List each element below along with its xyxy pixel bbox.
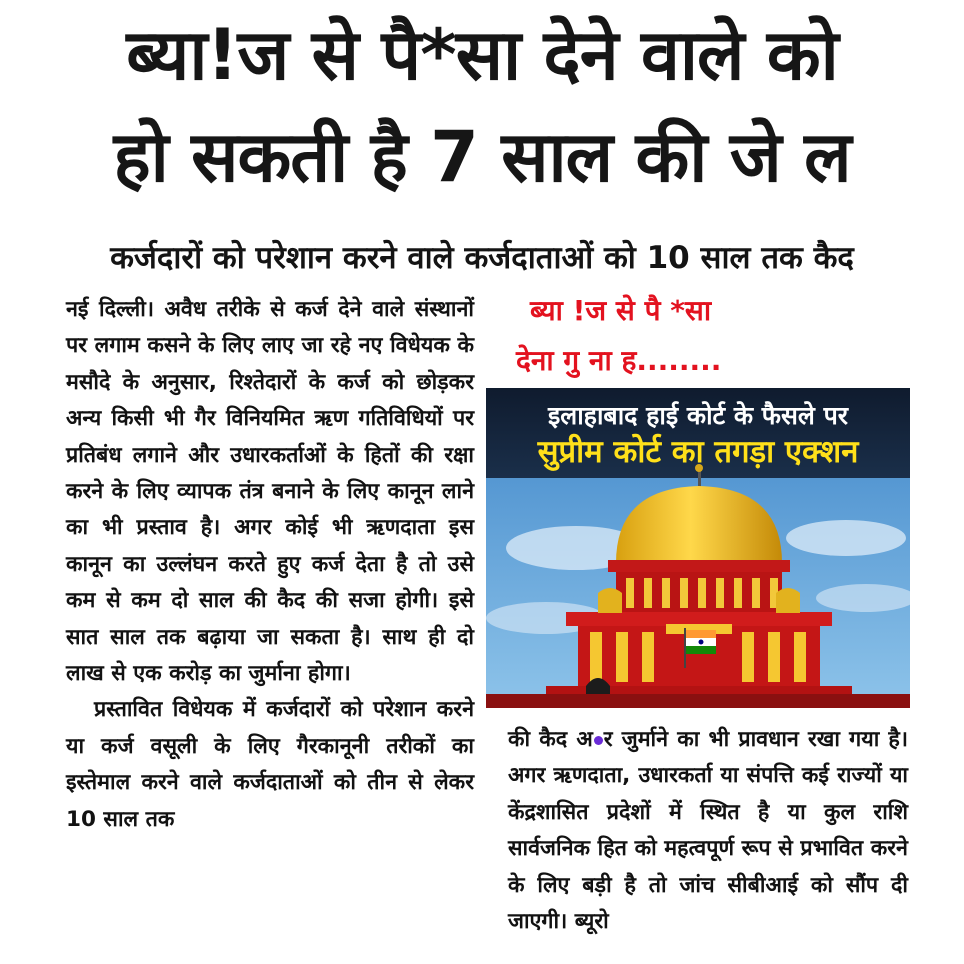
article-paragraph-1: नई दिल्ली। अवैध तरीके से कर्ज देने वाले संस्थानों पर लगाम कसने के लिए लाए जा रहे नए विधेयक के मसौदे के अनुसार, रिश्तेदारों के कर्ज को छोड़कर अन्य किसी भी गैर विनियमित ऋण गतिविधियों पर प्रतिबंध लगाने और उधारकर्ताओं के हितों की रक्षा करने के लिए व्यापक तंत्र बनाने के लिए कानून लाने का भी प्रस्ताव है। अगर कोई भी ऋणदाता इस कानून का उल्लंघन करते हुए कर्ज देता है तो उसे कम से कम दो साल की कैद की सजा होगी। इसे सात साल तक बढ़ाया जा सकता है। साथ ही दो लाख से एक करोड़ का जुर्माना होगा। bbox=[66, 297, 474, 687]
headline-line-2: हो सकती है 7 साल की जे ल bbox=[113, 116, 851, 198]
article-paragraph-2: प्रस्तावित विधेयक में कर्जदारों को परेशान करने या कर्ज वसूली के लिए गैरकानूनी तरीकों का इस्तेमाल करने वाले कर्जदाताओं को तीन से लेकर 10 साल तक bbox=[66, 697, 474, 832]
article-right-text-rest: र जुर्माने का भी प्रावधान रखा गया है। अगर ऋणदाता, उधारकर्ता या संपत्ति कई राज्यों या केंद्रशासित प्रदेशों में स्थित है या कुल राशि सार्वजनिक हित को महत्वपूर्ण रूप से प्रभावित करने के लिए बड़ी है तो जांच सीबीआई को सौंप दी जाएगी। ब्यूरो bbox=[508, 727, 908, 935]
article-right-column bbox=[508, 722, 908, 940]
red-callout-line-1: ब्या !ज से पै *सा bbox=[530, 294, 712, 327]
headline-line-1: ब्या!ज से पै*सा देने वाले को bbox=[126, 14, 838, 96]
red-callout-line-2: देना गु ना ह........ bbox=[516, 344, 722, 377]
supreme-court-photo bbox=[486, 388, 910, 708]
article-right-paragraph bbox=[508, 722, 908, 940]
photo-banner-line-1: इलाहाबाद हाई कोर्ट के फैसले पर bbox=[547, 401, 849, 430]
subheadline: कर्जदारों को परेशान करने वाले कर्जदाताओं को 10 साल तक कैद bbox=[110, 240, 854, 276]
article-right-text-start: की कैद अ bbox=[508, 727, 593, 752]
photo-banner-line-2: सुप्रीम कोर्ट का तगड़ा एक्शन bbox=[537, 434, 859, 470]
purple-dot-mark bbox=[594, 736, 603, 745]
article-left-column bbox=[66, 292, 474, 838]
